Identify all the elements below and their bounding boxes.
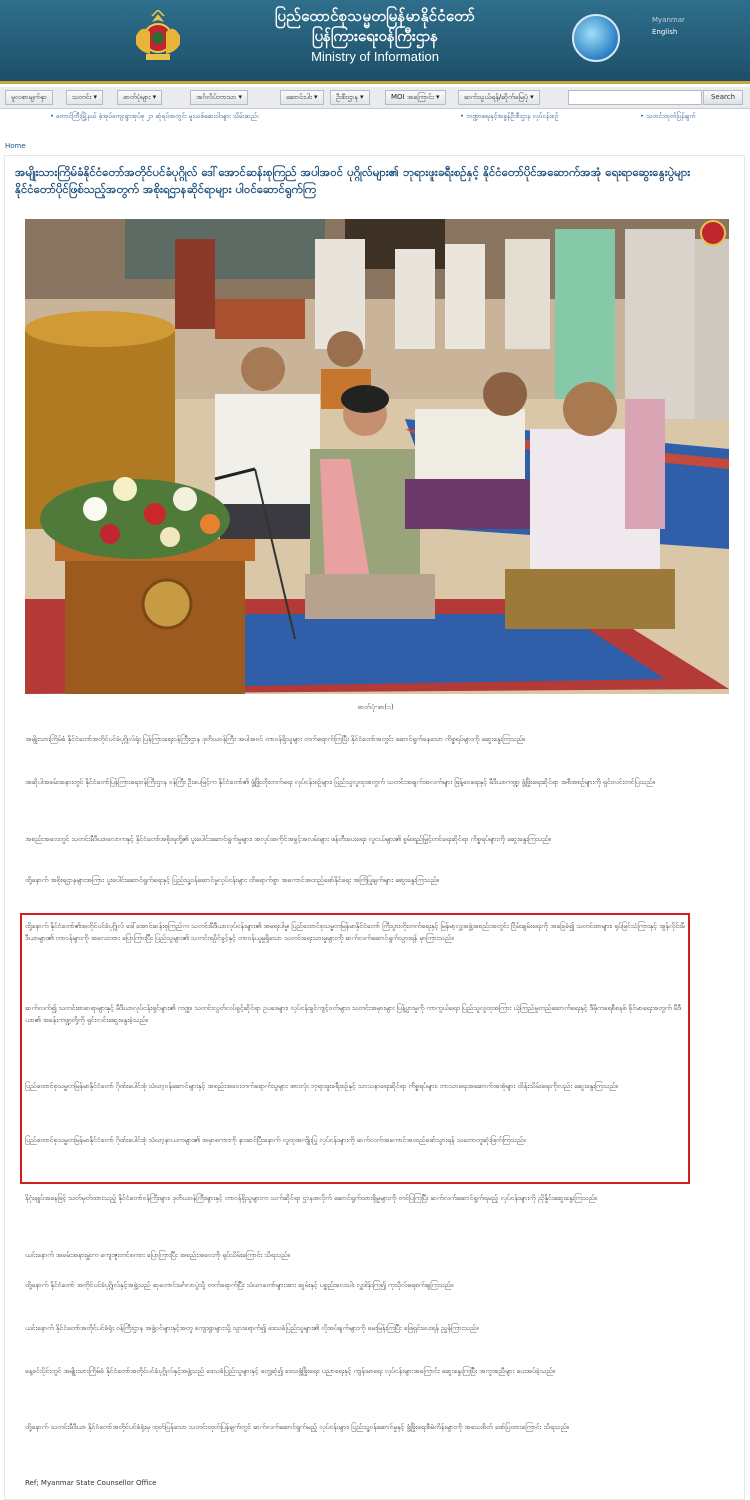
- nav-item-about-moi[interactable]: MOI အကြောင်း ▾: [385, 90, 446, 105]
- article-paragraph: ယင်းနောက် နိုင်ငံတော်အတိုင်ပင်ခံရုံး ဝန်ကြီးဌာန အဖွဲ့ဝင်များနှင့်အတူ ကျေးရွာများသို့ သွားရောက်၍ ဒေသခံပြည်သူများ၏ လိုအပ်ချက်များကို မေးမြန်းကြပြီး ဖြေရှင်းပေးရန် ညွှန်ကြားသည်။: [25, 1324, 479, 1332]
- article-paragraph: နေ့ခင်းပိုင်းတွင် အမျိုးသားကြိမ်ခံ နိုင်ငံတော်အတိုင်ပင်ခံပုဂ္ဂိုလ်နှင့်အဖွဲ့သည် ဒေသခံပြည်သူများနှင့် တွေ့ဆုံ၍ ဒေသဖွံ့ဖြိုးရေး၊ ပညာရေးနှင့် ကျန်းမာရေး လုပ်ငန်းများအကြောင်း ဆွေးနွေးကြပြီး အကူအညီများ ပေးအပ်ခဲ့သည်။: [25, 1367, 555, 1375]
- article-paragraph: အစည်းအဝေးတွင် သတင်းမီဒီယာလောကနှင့် နိုင်ငံတော်အစိုးရတို့၏ ပူးပေါင်းဆောင်ရွက်မှုများ၊ အလုပ်အကိုင်အခွင့်အလမ်းများ ဖန်တီးပေးရေး၊ လူငယ်များ၏ စွမ်းရည်မြှင့်တင်ရေးဆိုင်ရာ ကိစ္စရပ်များကို ဆွေးနွေးကြသည်။: [25, 835, 551, 843]
- nav-item-contact-sitemap[interactable]: ဆက်သွယ်ရန်/ဆိုက်မြေပုံ ▾: [458, 90, 540, 105]
- article-paragraph: အဆိုပါအခမ်းအနားတွင် နိုင်ငံတော်ပြန်ကြားရေးဝန်ကြီးဌာန ဝန်ကြီး ဦးပေမြင့်က နိုင်ငံတော်၏ ဖွံ့ဖြိုးတိုးတက်ရေး လုပ်ငန်းစဉ်များ၊ ပြည်သူလူထုအတွက် သတင်းအချက်အလက်များ ဖြန့်ဝေရေးနှင့် မီဒီယာကဏ္ဍ ဖွံ့ဖြိုးရေးဆိုင်ရာ အစီအစဉ်များကို ရှင်းလင်းတင်ပြသည်။: [25, 778, 655, 786]
- article-paragraph: နိဂုံးချုပ်အနေဖြင့် သတ်မှတ်ထားသည့် နိုင်ငံတော်ဝန်ကြီးများ၊ ဒုတိယဝန်ကြီးများနှင့် တာဝန်ရှိသူများက သက်ဆိုင်ရာ ဌာနအလိုက် ဆောင်ရွက်ထားရှိမှုများကို တင်ပြကြပြီး ဆက်လက်ဆောင်ရွက်ရမည့် လုပ်ငန်းများကို ညှိနှိုင်းဆွေးနွေးကြသည်။: [25, 1194, 598, 1202]
- nav-item-articles[interactable]: ဆောင်းပါး ▾: [280, 90, 324, 105]
- ticker-item[interactable]: • ဘဏ္ဍာရေးနှင့်အခွန်ဦးစီးဌာန လုပ်ငန်းစဉ်: [460, 112, 559, 120]
- main-nav: [0, 87, 750, 109]
- lang-english-link[interactable]: English: [652, 28, 678, 36]
- article-paragraph: ထို့နောက် အစိုးရဌာနများအကြား ပူးပေါင်းဆောင်ရွက်ရေးနှင့် ပြည်သူ့ဝန်ဆောင်မှုလုပ်ငန်းများ ထိရောက်စွာ အကောင်အထည်ဖော်နိုင်ရေး အကြံပြုချက်များ ဆွေးနွေးကြသည်။: [25, 876, 439, 884]
- nav-item-home[interactable]: မူလစာမျက်နှာ: [5, 90, 53, 105]
- nav-item-departments[interactable]: ဦးစီးဌာန ▾: [330, 90, 370, 105]
- nav-item-english[interactable]: အင်္ဂလိပ်ဘာသာ ▾: [190, 90, 248, 105]
- article-title: အမျိုးသားကြိမ်ခံနိုင်ငံတော်အတိုင်ပင်ခံပုဂ္ဂိုလ် ဒေါ်အောင်ဆန်းစုကြည် အပါအဝင် ပုဂ္ဂိုလ်များ၏ ဘုရားဖူးခရီးစဉ်နှင့် နိုင်ငံတော်ပိုင်အဆောက်အအုံ ရေးရာဆွေးနွေးပွဲများ နိုင်ငံတော်ပိုင်ဖြစ်သည့်အတွက် အစိုးရဌာနဆိုင်ရာများ ပါဝင်ဆောင်ရွက်ကြ: [15, 165, 691, 196]
- language-switcher: [652, 14, 685, 38]
- article-paragraph: ယင်းနောက် အခမ်းအနားမှူးက ကျေးဇူးတင်စကား ပြောကြားပြီး အစည်းအဝေးကို ရုပ်သိမ်းကြောင်း သိရသည်။: [25, 1251, 290, 1259]
- state-emblem-icon: [128, 10, 188, 66]
- search-input[interactable]: [568, 90, 702, 105]
- site-title-myanmar-line1: ပြည်ထောင်စုသမ္မတမြန်မာနိုင်ငံတော်: [274, 7, 476, 25]
- article-paragraph: ထို့နောက် နိုင်ငံတော် အတိုင်ပင်ခံပုဂ္ဂိုလ်နှင့်အဖွဲ့သည် ဆုတောင်းမင်္ဂလာပွဲသို့ တက်ရောက်ပြီး သံဃာတော်များအား ဆွမ်းနှင့် ပစ္စည်းလေးပါး လှူဒါန်းကြ၍ ကုသိုလ်ရေစက်ချကြသည်။: [25, 1281, 454, 1289]
- globe-logo-icon: [572, 14, 620, 62]
- site-title-english: Ministry of Information: [311, 49, 439, 64]
- article-paragraph: ပြည်ထောင်စုသမ္မတမြန်မာနိုင်ငံတော် ဂိုဏ်းပေါင်းစုံ သံဃာ့နာယကများ၏ အမှာစကားကို နားဆင်ပြီးနောက် လူထုအကျိုးပြု လုပ်ငန်းများကို ဆက်လက်အကောင်အထည်ဖော်သွားရန် သဘောတူဆုံးဖြတ်ကြသည်။: [25, 1136, 526, 1144]
- photo-caption: ဓာတ်ပုံ-စာ(၁): [357, 703, 394, 711]
- article-container: [4, 155, 745, 1500]
- site-header: [0, 0, 750, 84]
- search-button[interactable]: Search: [703, 90, 743, 105]
- article-paragraph: ထို့နောက် နိုင်ငံတော်၏အတိုင်ပင်ခံပုဂ္ဂိုလ် ဒေါ်အောင်ဆန်းစုကြည်က သတင်းမီဒီယာလုပ်ငန်းများ၏ အရေးပါမှု၊ ပြည်ထောင်စုသမ္မတမြန်မာနိုင်ငံတော် ကြီးပွားတိုးတက်ရေးနှင့် မြန်မာ့လူ့အဖွဲ့အစည်းအတွင်း ငြိမ်းချမ်းရေးကို အခြေခံ၍ သတင်းစာများ၊ ရုပ်မြင်သံကြားနှင့် အွန်လိုင်းမီဒီယာများ၏ တာဝန်များကို အလေးထား ပြောကြားပြီး ပြည်သူများ၏ သတင်းရပိုင်ခွင့်နှင့် တာဝန်ယူမှုရှိသော သတင်းရေးသားမှုများကို ဆက်လက်ဆောင်ရွက်သွားရန် မှာကြားသည်။: [25, 922, 685, 942]
- article-source: Ref; Myanmar State Counsellor Office: [25, 1479, 157, 1487]
- article-paragraph: အမျိုးသားကြိမ်ခံ နိုင်ငံတော်အတိုင်ပင်ခံပုဂ္ဂိုလ်ရုံး ပြန်ကြားရေးဝန်ကြီးဌာန ဒုတိယဝန်ကြီး အပါအဝင် တာဝန်ရှိသူများ တက်ရောက်ကြပြီး နိုင်ငံတော်အတွင်း ဆောင်ရွက်နေသော ကိစ္စရပ်များကို ဆွေးနွေးကြသည်။: [25, 735, 526, 743]
- nav-item-photos[interactable]: ဓာတ်ပုံများ ▾: [117, 90, 162, 105]
- article-paragraph: ပြည်ထောင်စုသမ္မတမြန်မာနိုင်ငံတော် ဂိုဏ်းပေါင်းစုံ သံဃာ့ဝန်ဆောင်များနှင့် အစည်းအဝေးတက်ရောက်သူများ အားလုံး ဘုရားဖူးခရီးစဉ်နှင့် သာသနာရေးဆိုင်ရာ ကိစ္စရပ်များ၊ ဘာသာရေးအဆောက်အအုံများ ထိန်းသိမ်းရေးကိုလည်း ဆွေးနွေးကြသည်။: [25, 1082, 618, 1090]
- article-paragraph: ဆက်လက်၍ သတင်းစာဆရာများနှင့် မီဒီယာလုပ်ငန်းရှင်များ၏ ကဏ္ဍ၊ သတင်းလွတ်လပ်ခွင့်ဆိုင်ရာ ဥပဒေများ၊ လုပ်ငန်းခွင်ကျင့်ဝတ်များ၊ သတင်းအမှားများ ပြန့်ပွားမှုကို ကာကွယ်ရေး၊ ပြည်သူလူထုအကြား ယုံကြည်မှုတည်ဆောက်ရေးနှင့် ဒီမိုကရေစီစနစ် ခိုင်မာရေးအတွက် မီဒီယာ၏ အခန်းကဏ္ဍတို့ကို ရှင်းလင်းဆွေးနွေးခဲ့သည်။: [25, 1004, 682, 1024]
- nav-item-news[interactable]: သတင်း ▾: [66, 90, 103, 105]
- article-paragraph: ထို့နောက် သတင်းမီဒီယာ နိုင်ငံတော်အတိုင်ပင်ခံရုံးမှ ထုတ်ပြန်သော သတင်းထုတ်ပြန်ချက်တွင် ဆက်လက်ဆောင်ရွက်မည့် လုပ်ငန်းများ၊ ပြည်သူ့ဝန်ဆောင်မှုနှင့် ဖွံ့ဖြိုးရေးစီမံကိန်းများကို အသေးစိတ် ဖော်ပြထားကြောင်း သိရသည်။: [25, 1423, 570, 1431]
- site-title-myanmar-line2: ပြန်ကြားရေးဝန်ကြီးဌာန: [311, 27, 439, 45]
- ticker-item[interactable]: • သတင်းထုတ်ပြန်ချက်: [640, 112, 696, 120]
- ticker-item[interactable]: • တောင်ကြီးမြို့နယ် ခံ့အုပ်ကျေးရွာအုပ်စု ၂၁ ဆုံရပ်အတွင်း မူးယစ်ဆေးဝါးများ သိမ်းဆည်း: [50, 112, 259, 120]
- article-photo: [25, 219, 729, 694]
- breadcrumb[interactable]: Home: [5, 142, 26, 150]
- news-ticker: [0, 110, 750, 124]
- lang-myanmar-link[interactable]: Myanmar: [652, 16, 685, 24]
